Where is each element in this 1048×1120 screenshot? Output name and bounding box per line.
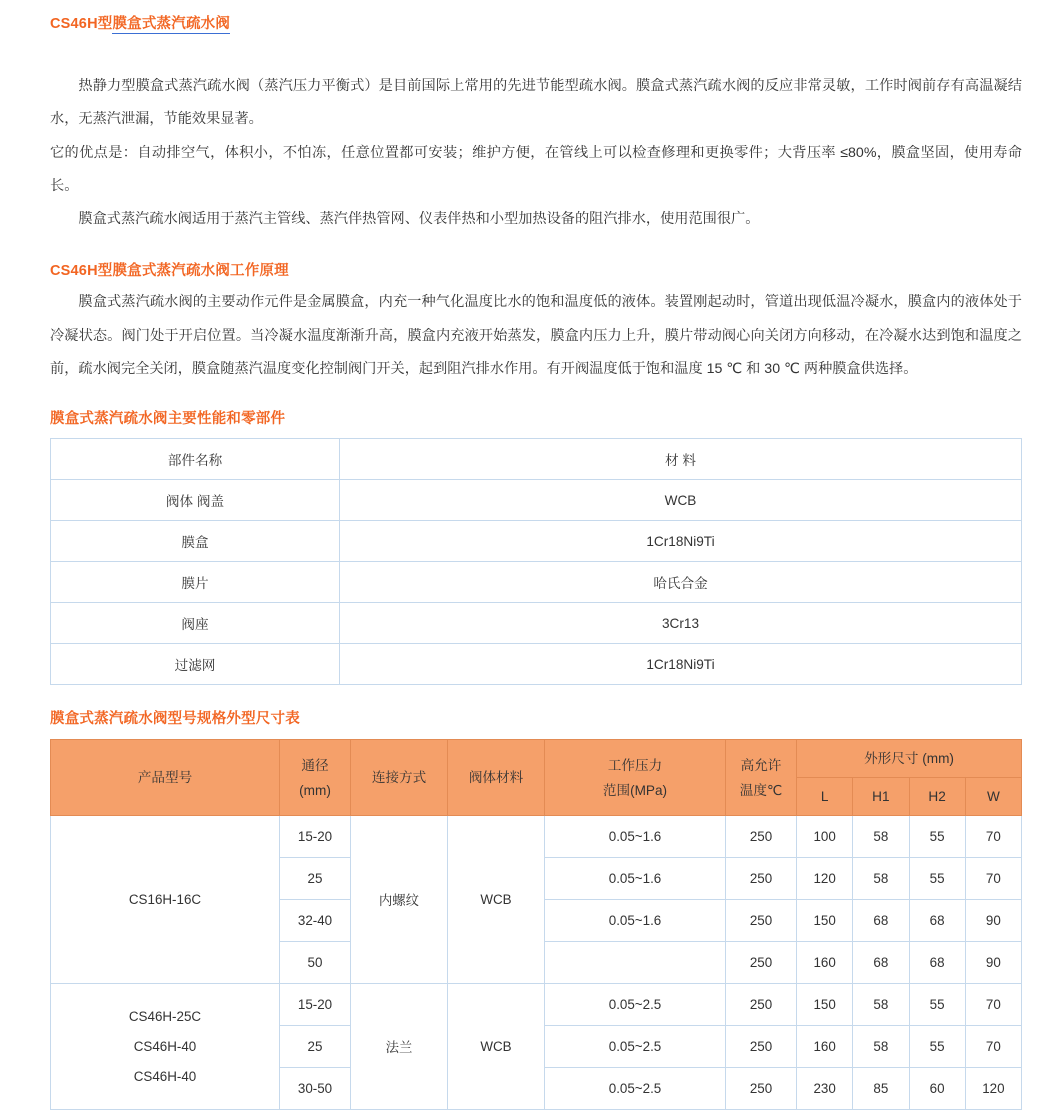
- header-dim-h1: H1: [853, 778, 909, 816]
- cell-dim-h1: 58: [853, 816, 909, 858]
- specs-table-heading: 膜盒式蒸汽疏水阀型号规格外型尺寸表: [50, 711, 300, 728]
- specs-header-row-1: [51, 740, 1022, 778]
- header-pressure-line1: 工作压力: [607, 757, 663, 773]
- cell-dim-w: 70: [965, 816, 1021, 858]
- part-name: 膜盒: [51, 521, 340, 562]
- cell-dim-l: 160: [797, 1026, 853, 1068]
- header-pressure: [545, 740, 726, 816]
- header-temperature: [726, 740, 797, 816]
- cell-connection: 内螺纹: [351, 816, 448, 984]
- table-row: [51, 644, 1022, 685]
- table-row: [51, 480, 1022, 521]
- header-dim-h2: H2: [909, 778, 965, 816]
- cell-dim-h1: 85: [853, 1068, 909, 1110]
- table-header-row: [51, 439, 1022, 480]
- header-temperature-line1: 高允许: [740, 757, 782, 773]
- header-temperature-line2: 温度℃: [739, 782, 783, 798]
- header-dim-w: W: [965, 778, 1021, 816]
- cell-diameter: 25: [280, 1026, 351, 1068]
- cell-pressure: 0.05~1.6: [545, 900, 726, 942]
- cell-diameter: 30-50: [280, 1068, 351, 1110]
- part-name: 阀座: [51, 603, 340, 644]
- cell-diameter: 50: [280, 942, 351, 984]
- part-material: 哈氏合金: [340, 562, 1022, 603]
- cell-dim-l: 120: [797, 858, 853, 900]
- table-row: [51, 816, 1022, 858]
- table-row: [51, 984, 1022, 1026]
- page-title: [50, 14, 1036, 36]
- cell-dim-l: 230: [797, 1068, 853, 1110]
- cell-dim-h1: 58: [853, 984, 909, 1026]
- header-diameter-line1: 通径: [301, 757, 329, 773]
- cell-pressure: [545, 942, 726, 984]
- principle-heading: CS46H型膜盒式蒸汽疏水阀工作原理: [50, 262, 289, 279]
- table-row: [51, 603, 1022, 644]
- materials-table: [50, 438, 1022, 685]
- materials-table-heading: 膜盒式蒸汽疏水阀主要性能和零部件: [50, 410, 286, 427]
- part-name: 过滤网: [51, 644, 340, 685]
- cell-dim-h2: 55: [909, 984, 965, 1026]
- cell-dim-h1: 68: [853, 900, 909, 942]
- part-material: 1Cr18Ni9Ti: [340, 521, 1022, 562]
- cell-model: CS16H-16C: [51, 816, 280, 984]
- cell-connection: 法兰: [351, 984, 448, 1110]
- cell-dim-h2: 60: [909, 1068, 965, 1110]
- page-title-link[interactable]: 膜盒式蒸汽疏水阀: [112, 16, 231, 32]
- part-material: 1Cr18Ni9Ti: [340, 644, 1022, 685]
- cell-temperature: 250: [726, 984, 797, 1026]
- cell-pressure: 0.05~2.5: [545, 1026, 726, 1068]
- cell-dim-l: 100: [797, 816, 853, 858]
- cell-diameter: 25: [280, 858, 351, 900]
- page-title-prefix: CS46H型: [50, 16, 113, 32]
- table-row: [51, 521, 1022, 562]
- cell-dim-h2: 55: [909, 816, 965, 858]
- cell-dim-w: 70: [965, 1026, 1021, 1068]
- cell-temperature: 250: [726, 942, 797, 984]
- cell-temperature: 250: [726, 1068, 797, 1110]
- part-name: 阀体 阀盖: [51, 480, 340, 521]
- part-material: 3Cr13: [340, 603, 1022, 644]
- cell-dim-w: 90: [965, 900, 1021, 942]
- specs-table: [50, 739, 1022, 1110]
- cell-dim-h2: 68: [909, 900, 965, 942]
- intro-paragraph-1: 热静力型膜盒式蒸汽疏水阀（蒸汽压力平衡式）是目前国际上常用的先进节能型疏水阀。膜盒式蒸汽疏水阀的反应非常灵敏，工作时阀前存有高温凝结水，无蒸汽泄漏，节能效果显著。: [50, 77, 1022, 128]
- cell-dim-h1: 58: [853, 1026, 909, 1068]
- principle-paragraph: 膜盒式蒸汽疏水阀的主要动作元件是金属膜盒，内充一种气化温度比水的饱和温度低的液体。装置刚起动时，管道出现低温冷凝水，膜盒内的液体处于冷凝状态。阀门处于开启位置。当冷凝水温度渐渐升高，膜盒内充液开始蒸发，膜盒内压力上升，膜片带动阀心向关闭方向移动，在冷凝水达到饱和温度之前，疏水阀完全关闭，膜盒随蒸汽温度变化控制阀门开关，起到阻汽排水作用。有开阀温度低于饱和温度 15 ℃ 和 30 ℃ 两种膜盒供选择。: [50, 294, 1022, 378]
- header-model: 产品型号: [51, 740, 280, 816]
- cell-body-material: WCB: [448, 984, 545, 1110]
- cell-temperature: 250: [726, 858, 797, 900]
- cell-diameter: 32-40: [280, 900, 351, 942]
- cell-diameter: 15-20: [280, 816, 351, 858]
- cell-dim-w: 70: [965, 984, 1021, 1026]
- cell-temperature: 250: [726, 816, 797, 858]
- header-diameter: [280, 740, 351, 816]
- cell-dim-w: 90: [965, 942, 1021, 984]
- intro-paragraph-2: 它的优点是：自动排空气，体积小，不怕冻，任意位置都可安装；维护方便，在管线上可以检查修理和更换零件；大背压率 ≤80%，膜盒坚固，使用寿命长。: [50, 144, 1022, 194]
- cell-dim-w: 120: [965, 1068, 1021, 1110]
- cell-body-material: WCB: [448, 816, 545, 984]
- cell-pressure: 0.05~2.5: [545, 984, 726, 1026]
- header-dim-l: L: [797, 778, 853, 816]
- cell-dim-h2: 55: [909, 858, 965, 900]
- part-material: WCB: [340, 480, 1022, 521]
- part-name: 膜片: [51, 562, 340, 603]
- cell-dim-w: 70: [965, 858, 1021, 900]
- header-pressure-line2: 范围(MPa): [602, 782, 668, 798]
- header-diameter-line2: (mm): [299, 782, 331, 798]
- header-dimensions: 外形尺寸 (mm): [797, 740, 1022, 778]
- cell-dim-l: 150: [797, 900, 853, 942]
- cell-model-line3: CS46H-40: [133, 1068, 197, 1084]
- materials-header-material: 材 料: [340, 439, 1022, 480]
- cell-dim-l: 160: [797, 942, 853, 984]
- cell-diameter: 15-20: [280, 984, 351, 1026]
- materials-header-part: 部件名称: [51, 439, 340, 480]
- cell-dim-h1: 58: [853, 858, 909, 900]
- table-row: [51, 562, 1022, 603]
- cell-dim-h2: 55: [909, 1026, 965, 1068]
- cell-dim-l: 150: [797, 984, 853, 1026]
- cell-temperature: 250: [726, 900, 797, 942]
- cell-pressure: 0.05~1.6: [545, 858, 726, 900]
- cell-dim-h1: 68: [853, 942, 909, 984]
- cell-dim-h2: 68: [909, 942, 965, 984]
- cell-model-group: [51, 984, 280, 1110]
- intro-paragraph-3: 膜盒式蒸汽疏水阀适用于蒸汽主管线、蒸汽伴热管网、仪表伴热和小型加热设备的阻汽排水，使用范围很广。: [78, 211, 760, 228]
- cell-model-line2: CS46H-40: [133, 1038, 197, 1054]
- header-connection: 连接方式: [351, 740, 448, 816]
- cell-model-line1: CS46H-25C: [128, 1008, 202, 1024]
- cell-pressure: 0.05~1.6: [545, 816, 726, 858]
- cell-temperature: 250: [726, 1026, 797, 1068]
- header-body-material: 阀体材料: [448, 740, 545, 816]
- cell-pressure: 0.05~2.5: [545, 1068, 726, 1110]
